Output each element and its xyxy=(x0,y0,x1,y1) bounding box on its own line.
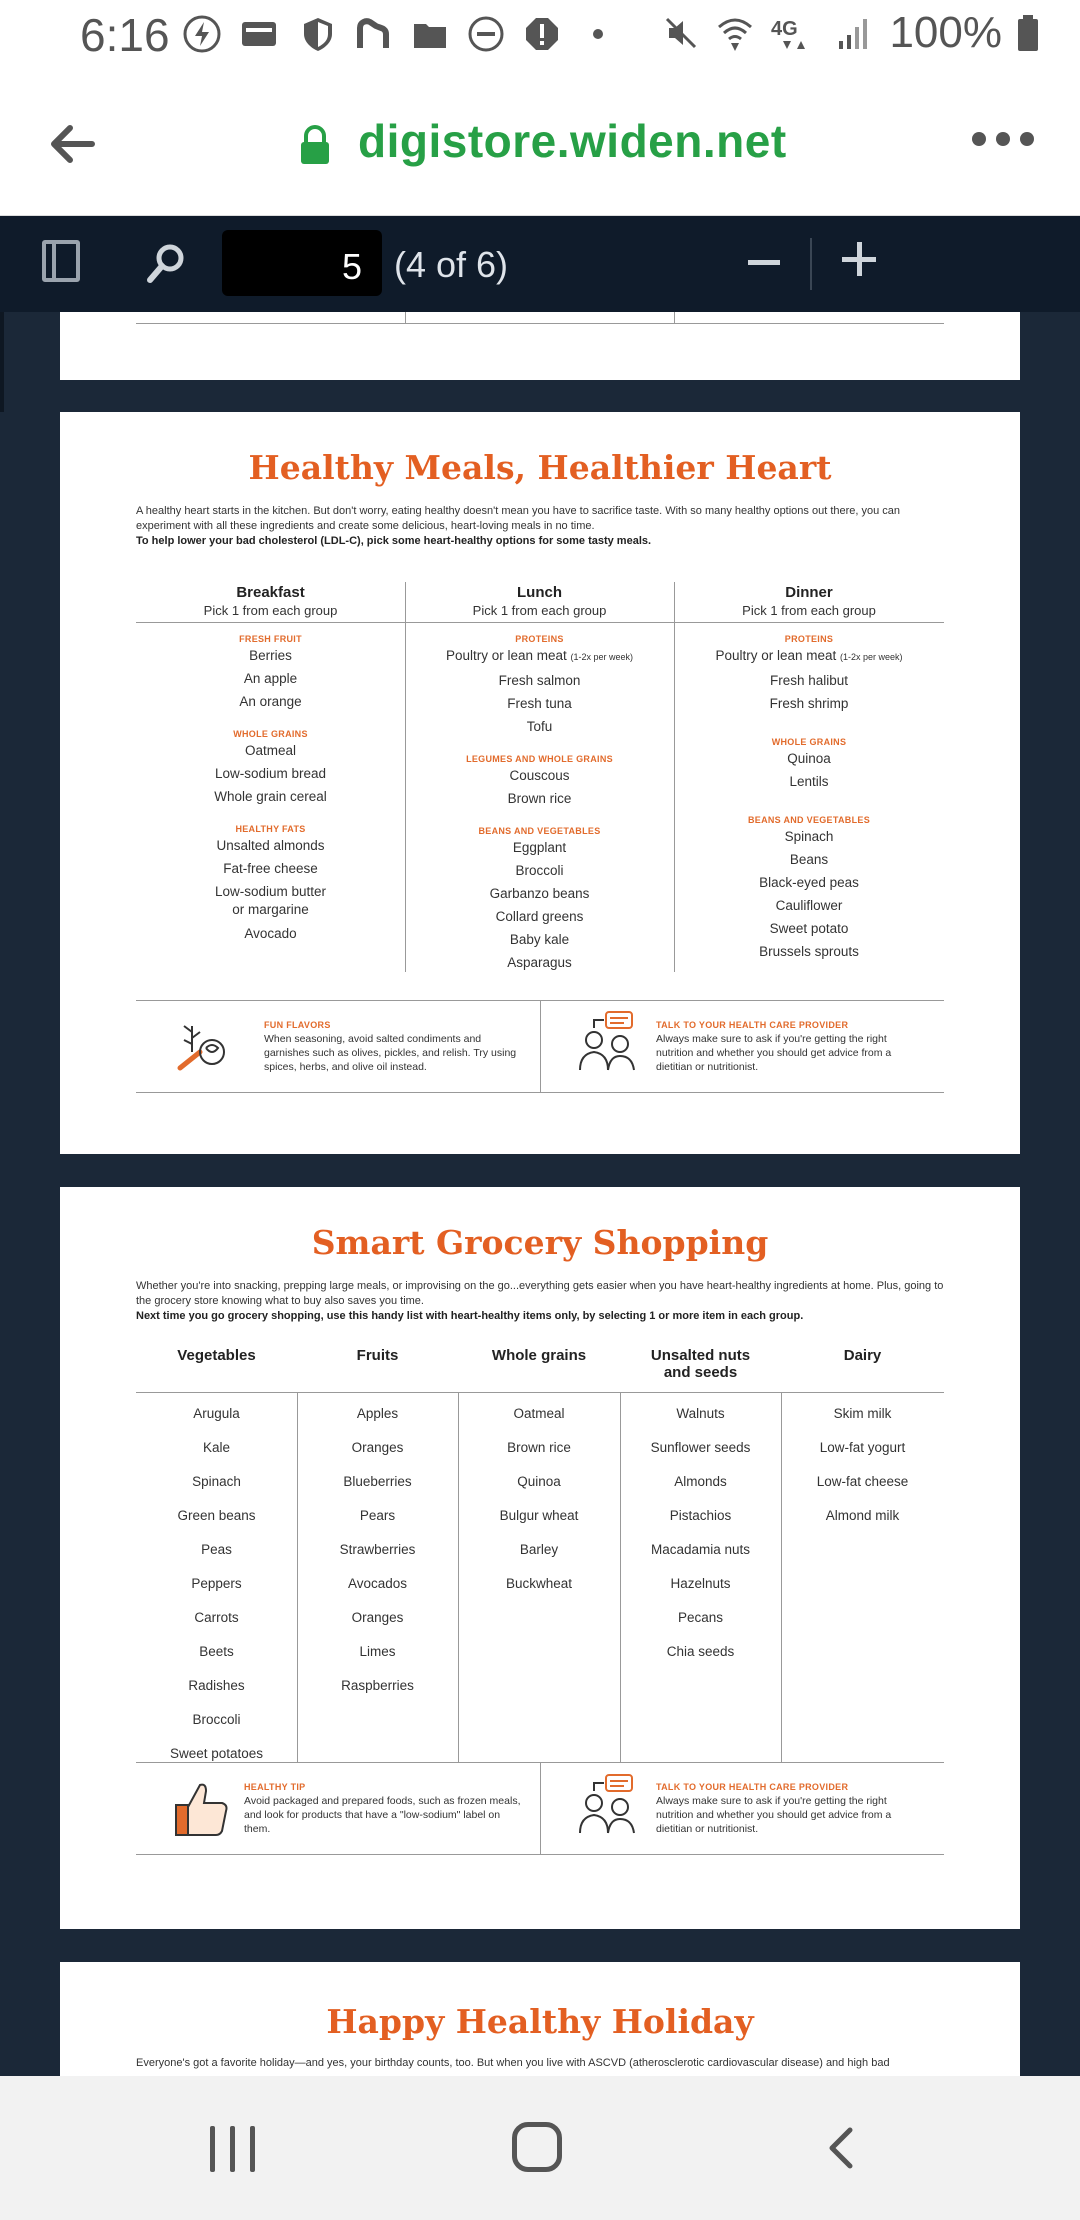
column-title: Dinner xyxy=(785,584,833,601)
list-item: Brussels sprouts xyxy=(759,944,859,959)
intro-bold: To help lower your bad cholesterol (LDL-C), pick some heart-healthy options for some tasty meals. xyxy=(136,535,652,547)
doctor-patient-icon xyxy=(572,1008,642,1078)
viewer-edge xyxy=(0,312,4,412)
list-item: Limes xyxy=(359,1644,396,1659)
list-item: Couscous xyxy=(509,768,570,783)
list-item: Fresh salmon xyxy=(498,673,581,688)
back-nav-icon[interactable] xyxy=(820,2126,860,2170)
tip-healthy-tip xyxy=(244,1780,524,1836)
herbs-icon xyxy=(170,1012,236,1078)
column-title: Vegetables xyxy=(177,1347,256,1364)
notification-icons xyxy=(182,14,618,54)
list-item: Avocados xyxy=(347,1576,408,1591)
page-number-input[interactable]: 5 xyxy=(222,230,382,296)
list-item: Raspberries xyxy=(341,1678,414,1693)
list-item: Black-eyed peas xyxy=(759,875,859,890)
zoom-in-button[interactable] xyxy=(842,242,876,276)
list-item: Carrots xyxy=(194,1610,239,1625)
grocery-column-whole-grains xyxy=(458,1347,620,1601)
group-label: BEANS AND VEGETABLES xyxy=(478,826,601,836)
list-item: Brown rice xyxy=(507,1440,571,1455)
list-item: Collard greens xyxy=(495,909,584,924)
tip-text: Avoid packaged and prepared foods, such as frozen meals, and look for products that have a "low-sodium" label on them. xyxy=(244,1795,521,1835)
pdf-page-grocery xyxy=(60,1187,1020,1929)
card-icon xyxy=(238,14,282,54)
lock-icon xyxy=(298,124,332,166)
list-item: Beans xyxy=(789,852,829,867)
list-item: Kale xyxy=(202,1440,231,1455)
alert-icon xyxy=(522,14,562,54)
pdf-toolbar xyxy=(0,216,1080,312)
list-item: An apple xyxy=(243,671,298,686)
home-icon[interactable] xyxy=(512,2122,562,2172)
column-title: Dairy xyxy=(843,1347,882,1364)
list-item: Lentils xyxy=(789,774,829,789)
column-divider xyxy=(405,312,406,324)
list-item: Hazelnuts xyxy=(670,1576,731,1591)
group-label: HEALTHY FATS xyxy=(235,824,306,834)
url-text[interactable]: digistore.widen.net xyxy=(358,115,787,167)
column-title: Unsalted nuts and seeds xyxy=(650,1347,751,1381)
svg-text:4G: 4G xyxy=(771,18,799,40)
list-item: Poultry or lean meat (1-2x per week) xyxy=(715,648,903,663)
list-item: Brown rice xyxy=(507,791,572,806)
wifi-icon xyxy=(715,13,755,53)
pdf-viewer[interactable] xyxy=(0,312,1080,2076)
list-item: Peppers xyxy=(191,1576,242,1591)
list-item: Strawberries xyxy=(339,1542,416,1557)
list-item: Arugula xyxy=(193,1406,240,1421)
list-item: Poultry or lean meat (1-2x per week) xyxy=(445,648,634,663)
pdf-page-meals xyxy=(60,412,1020,1154)
list-item: Fat-free cheese xyxy=(223,861,318,876)
folder-icon xyxy=(410,14,450,54)
intro-bold: Next time you go grocery shopping, use this handy list with heart-healthy items only, by selecting 1 or more item in each group. xyxy=(136,1310,804,1322)
list-item: Chia seeds xyxy=(666,1644,735,1659)
page-title: Healthy Meals, Healthier Heart xyxy=(248,448,832,487)
list-item: Almond milk xyxy=(825,1508,900,1523)
list-item: Oatmeal xyxy=(244,743,297,758)
list-item: Broccoli xyxy=(192,1712,241,1727)
intro-text xyxy=(136,1279,944,1324)
intro-paragraph: Whether you're into snacking, prepping large meals, or improvising on the go...everything gets easier when you have heart-healthy ingredients at home. Plus, going to the grocery store knowing what to buy also saves you time. xyxy=(136,1280,944,1307)
tip-heading: FUN FLAVORS xyxy=(264,1020,331,1030)
group-label: FRESH FRUIT xyxy=(239,634,302,644)
more-options-icon[interactable] xyxy=(972,132,1034,146)
tips-bottom-rule xyxy=(136,1854,944,1855)
doctor-patient-icon xyxy=(572,1771,642,1841)
intro-text: Everyone's got a favorite holiday—and yes, your birthday counts, too. But when you live with ASCVD (atherosclerotic cardiovascular disease) and high bad xyxy=(136,2057,890,2069)
tips-divider xyxy=(540,1000,541,1092)
list-item: Pears xyxy=(359,1508,396,1523)
status-time: 6:16 xyxy=(80,9,170,61)
tip-heading: HEALTHY TIP xyxy=(244,1782,306,1792)
column-divider xyxy=(674,312,675,324)
list-item: Low-fat yogurt xyxy=(819,1440,906,1455)
page-count: (4 of 6) xyxy=(394,244,509,285)
tip-heading: TALK TO YOUR HEALTH CARE PROVIDER xyxy=(656,1020,849,1030)
list-item: or margarine xyxy=(232,902,309,917)
list-item: Unsalted almonds xyxy=(216,838,325,853)
meal-column-dinner xyxy=(674,584,944,963)
grocery-column-dairy xyxy=(781,1347,944,1533)
list-item: Apples xyxy=(356,1406,399,1421)
list-item: Pistachios xyxy=(669,1508,732,1523)
mute-icon xyxy=(661,13,701,53)
list-item: Bulgur wheat xyxy=(499,1508,579,1523)
list-item: Quinoa xyxy=(517,1474,561,1489)
tip-text: Always make sure to ask if you're getting the right nutrition and whether you should get advice from a dietitian or nutritionist. xyxy=(656,1033,892,1073)
column-subtitle: Pick 1 from each group xyxy=(472,603,607,618)
list-item: Oatmeal xyxy=(513,1406,565,1421)
list-item: Peas xyxy=(201,1542,232,1557)
list-item: Garbanzo beans xyxy=(489,886,590,901)
pdf-page-holiday xyxy=(60,1962,1020,2076)
list-item: Berries xyxy=(249,648,292,663)
tip-health-care-provider xyxy=(656,1018,926,1074)
battery-percent: 100% xyxy=(889,8,1002,57)
group-label: BEANS AND VEGETABLES xyxy=(747,815,870,825)
page-title: Happy Healthy Holiday xyxy=(326,2002,754,2041)
group-label: PROTEINS xyxy=(784,634,834,644)
list-item: Sweet potatoes xyxy=(169,1746,264,1761)
group-label: WHOLE GRAINS xyxy=(771,737,847,747)
list-item: Sunflower seeds xyxy=(650,1440,751,1455)
list-item: Spinach xyxy=(192,1474,241,1489)
table-rule xyxy=(136,323,944,324)
tips-divider xyxy=(540,1762,541,1854)
meal-column-breakfast xyxy=(136,584,405,945)
tip-heading: TALK TO YOUR HEALTH CARE PROVIDER xyxy=(656,1782,849,1792)
list-item: Eggplant xyxy=(512,840,567,855)
group-label: LEGUMES AND WHOLE GRAINS xyxy=(466,754,613,764)
list-item: An orange xyxy=(239,694,302,709)
battery-icon xyxy=(1016,13,1040,53)
column-title: Fruits xyxy=(356,1347,399,1364)
intro-text xyxy=(136,504,944,549)
list-item: Oranges xyxy=(351,1440,404,1455)
list-item: Macadamia nuts xyxy=(650,1542,751,1557)
list-item: Fresh tuna xyxy=(507,696,572,711)
column-subtitle: Pick 1 from each group xyxy=(203,603,338,618)
list-item: Almonds xyxy=(674,1474,727,1489)
column-subtitle: Pick 1 from each group xyxy=(742,603,876,618)
search-icon[interactable] xyxy=(140,238,190,288)
back-arrow-icon[interactable] xyxy=(44,116,100,172)
grocery-column-nuts-seeds xyxy=(620,1347,781,1669)
list-item: Avocado xyxy=(244,926,297,941)
group-label: PROTEINS xyxy=(515,634,564,644)
list-item: Low-fat cheese xyxy=(816,1474,909,1489)
pdf-page-previous xyxy=(60,312,1020,380)
column-title: Whole grains xyxy=(491,1347,587,1364)
group-label: WHOLE GRAINS xyxy=(233,729,308,739)
grocery-column-vegetables xyxy=(136,1347,297,1771)
list-item: Asparagus xyxy=(507,955,572,970)
page-title: Smart Grocery Shopping xyxy=(311,1223,769,1262)
list-item: Buckwheat xyxy=(505,1576,573,1591)
thumbs-up-icon xyxy=(172,1777,232,1841)
list-item: Oranges xyxy=(351,1610,404,1625)
list-item: Low-sodium butter xyxy=(214,884,327,899)
zoom-out-button[interactable] xyxy=(748,260,780,265)
list-item: Radishes xyxy=(188,1678,245,1693)
grocery-column-fruits xyxy=(297,1347,458,1703)
list-item: Fresh halibut xyxy=(769,673,849,688)
list-item: Broccoli xyxy=(515,863,564,878)
list-item: Skim milk xyxy=(833,1406,892,1421)
sidebar-toggle-icon[interactable] xyxy=(42,240,80,282)
list-item: Quinoa xyxy=(787,751,831,766)
recent-apps-icon[interactable] xyxy=(210,2126,256,2172)
intro-paragraph: A healthy heart starts in the kitchen. But don't worry, eating healthy doesn't mean you have to sacrifice taste. With so many healthy options out there, you can experiment with all these ingredients and create some delicious, heart-loving meals in no time. xyxy=(136,505,901,532)
tips-bottom-rule xyxy=(136,1092,944,1093)
signal-icon xyxy=(835,13,875,53)
tip-text: When seasoning, avoid salted condiments and garnishes such as olives, pickles, and relish. Try using spices, herbs, and olive oil instead. xyxy=(264,1033,517,1073)
system-nav-bar xyxy=(0,2076,1080,2220)
toolbar-divider xyxy=(810,238,812,290)
status-right xyxy=(661,8,1040,58)
list-item: Sweet potato xyxy=(769,921,849,936)
list-item: Spinach xyxy=(784,829,834,844)
tip-fun-flavors xyxy=(264,1018,524,1074)
shield-icon xyxy=(298,14,338,54)
list-item: Tofu xyxy=(526,719,553,734)
list-item: Walnuts xyxy=(676,1406,725,1421)
network-4g-icon xyxy=(769,13,821,53)
list-item: Barley xyxy=(519,1542,559,1557)
data-saver-icon xyxy=(182,14,222,54)
column-title: Breakfast xyxy=(236,584,305,601)
list-item: Baby kale xyxy=(509,932,570,947)
list-item: Low-sodium bread xyxy=(214,766,327,781)
list-item: Fresh shrimp xyxy=(769,696,849,711)
tip-health-care-provider xyxy=(656,1780,926,1836)
app-n-icon xyxy=(354,14,394,54)
tip-text: Always make sure to ask if you're getting the right nutrition and whether you should get advice from a dietitian or nutritionist. xyxy=(656,1795,892,1835)
status-bar xyxy=(0,0,1080,72)
dnd-icon xyxy=(466,14,506,54)
list-item: Whole grain cereal xyxy=(214,789,327,804)
dot-icon xyxy=(578,14,618,54)
list-item: Pecans xyxy=(677,1610,724,1625)
list-item: Green beans xyxy=(177,1508,256,1523)
list-item: Blueberries xyxy=(343,1474,412,1489)
list-item: Beets xyxy=(199,1644,234,1659)
meal-column-lunch xyxy=(405,584,674,974)
list-item: Cauliflower xyxy=(775,898,843,913)
column-title: Lunch xyxy=(517,584,562,601)
browser-url-bar xyxy=(0,72,1080,216)
